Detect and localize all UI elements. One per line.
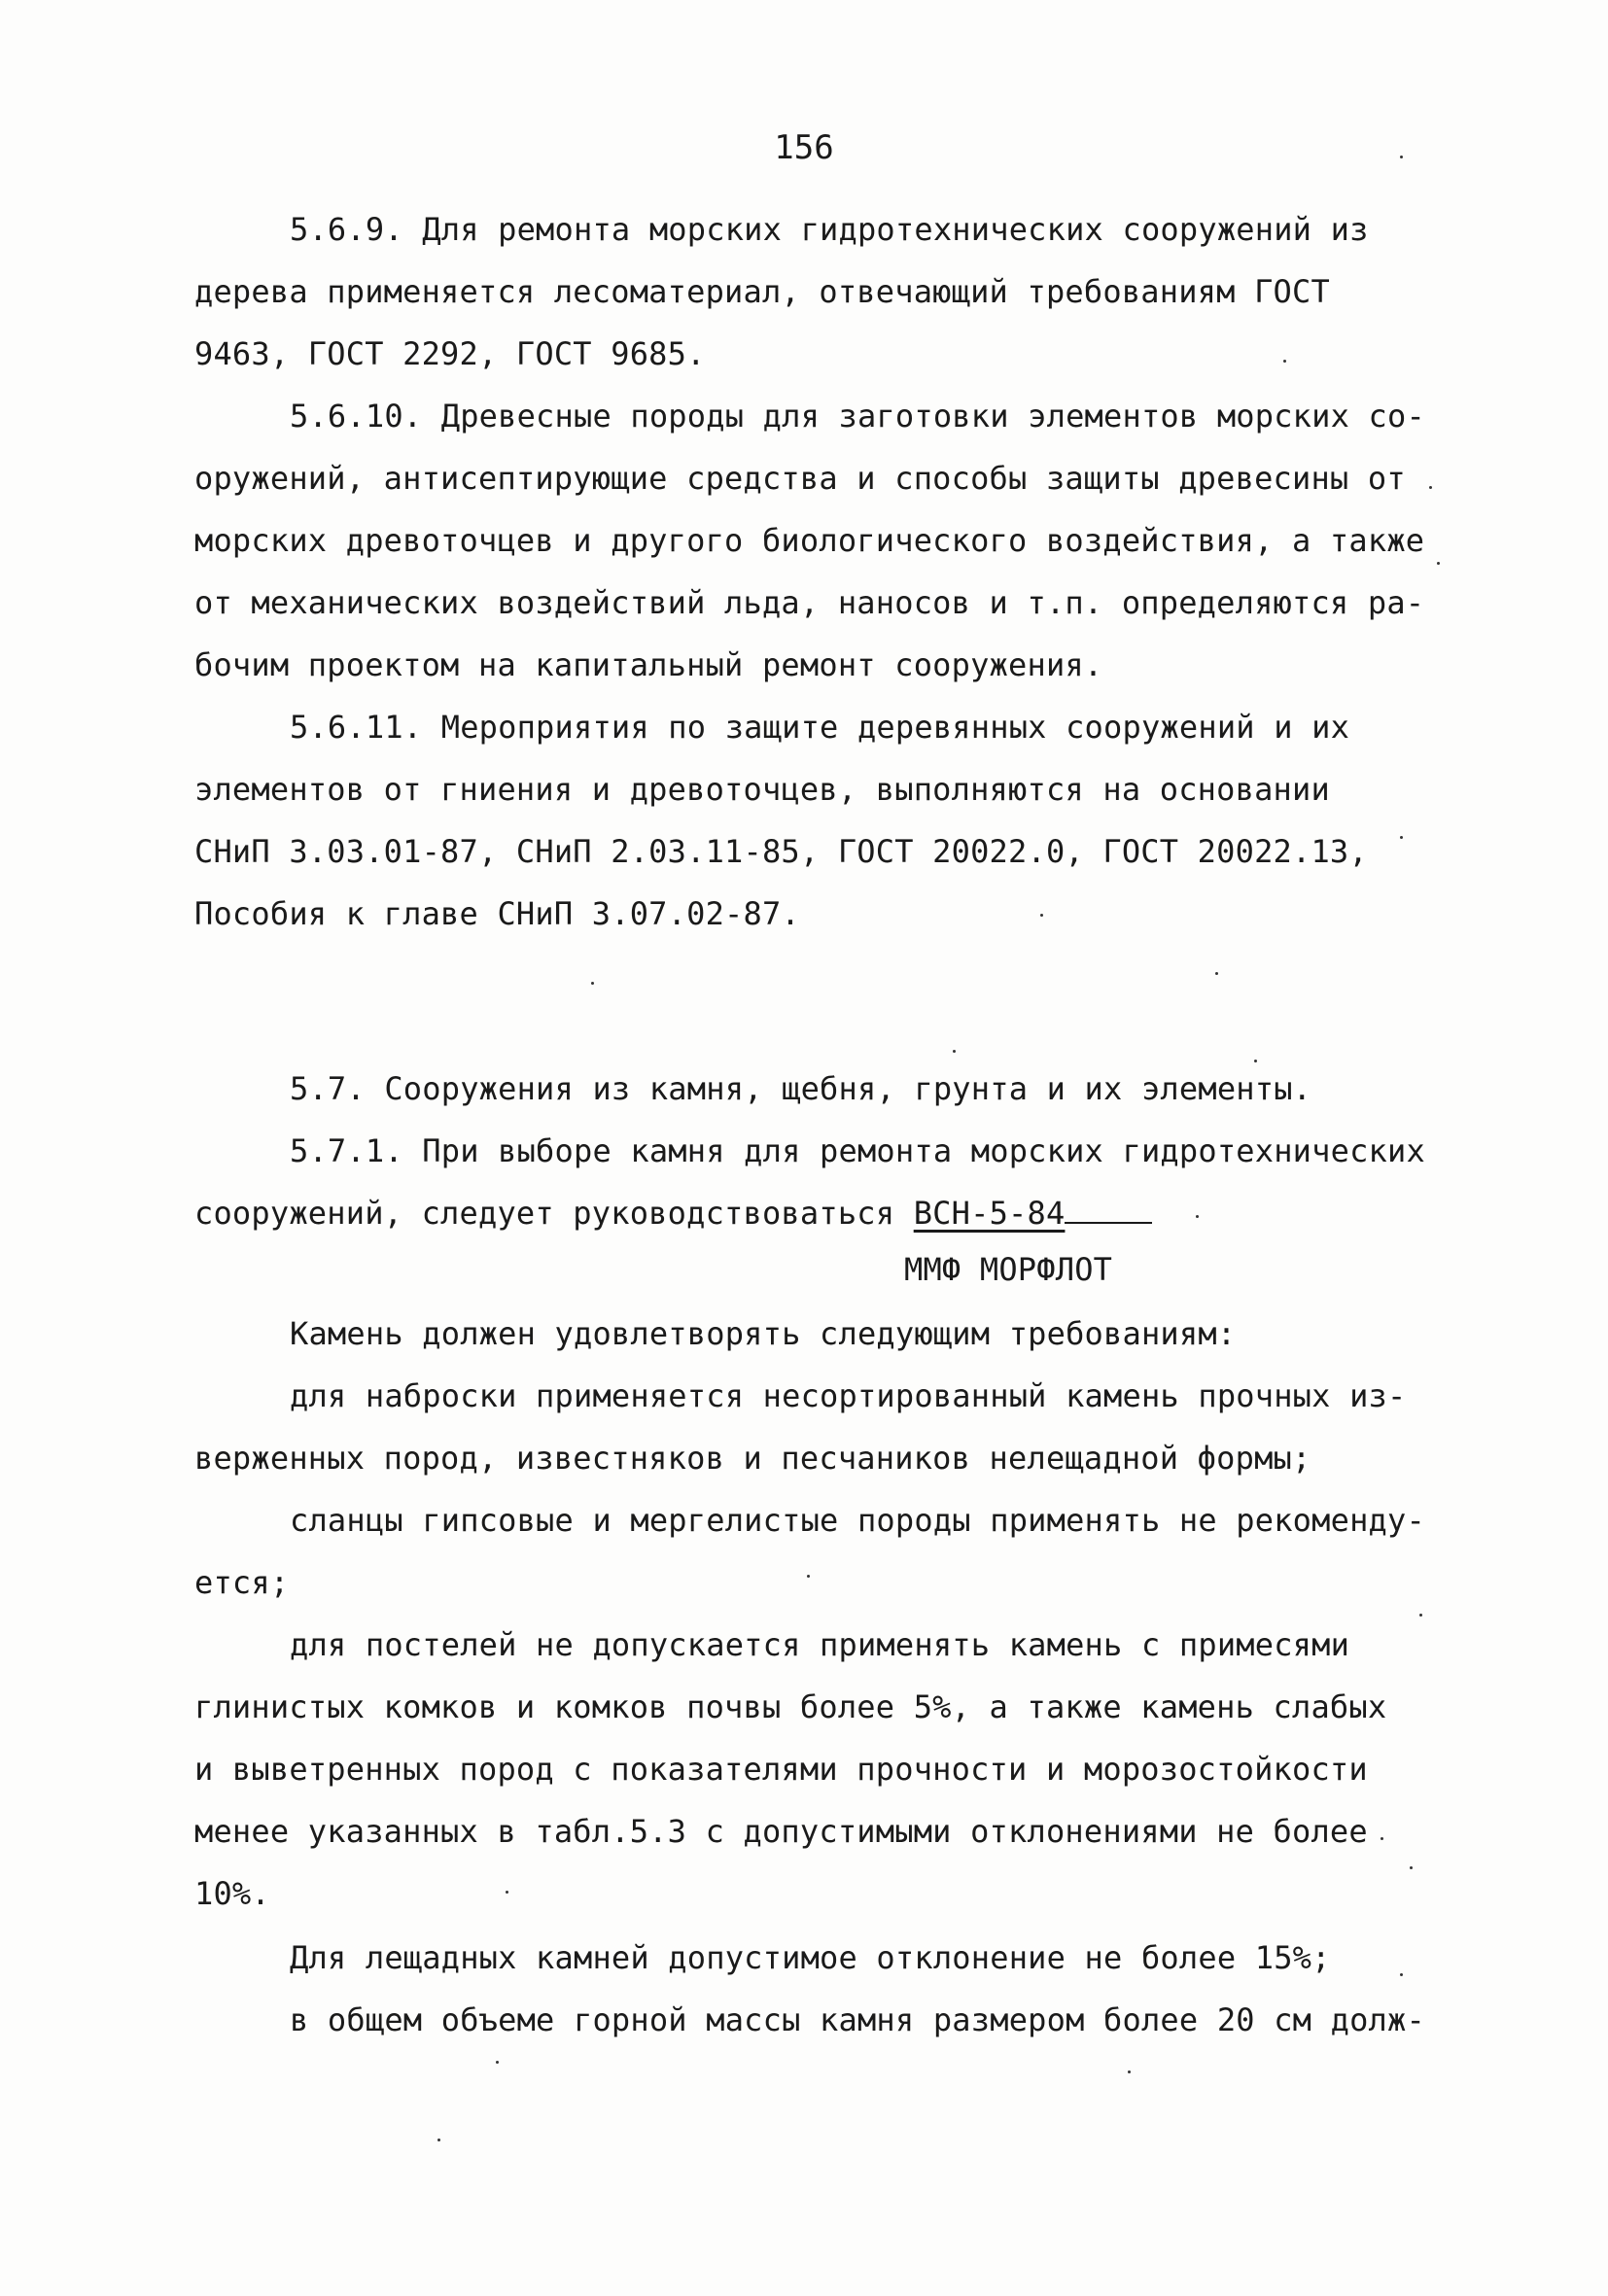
requirement-4: Для лещадных камней допустимое отклонение не более 15%; — [290, 1939, 1331, 1976]
underline-blank — [1065, 1193, 1152, 1224]
requirement-3-line-3: и выветренных пород с показателями прочности и морозостойкости — [194, 1751, 1368, 1788]
para-5-6-11-line-3: СНиП 3.03.01-87, СНиП 2.03.11-85, ГОСТ 20022.0, ГОСТ 20022.13, — [194, 833, 1368, 870]
requirement-2-line-1: сланцы гипсовые и мергелистые породы применять не рекоменду- — [290, 1502, 1425, 1539]
scan-speck — [1400, 836, 1403, 839]
para-5-6-9-line-3: 9463, ГОСТ 2292, ГОСТ 9685. — [194, 335, 706, 372]
scan-speck — [1128, 2070, 1131, 2073]
para-5-6-11-line-2: элементов от гниения и древоточцев, выполняются на основании — [194, 771, 1330, 808]
requirement-2-line-2: ется; — [194, 1564, 290, 1601]
para-5-7-1-line-1: 5.7.1. При выборе камня для ремонта морских гидротехнических — [290, 1132, 1425, 1169]
scan-speck — [807, 1575, 810, 1578]
scan-speck — [591, 982, 594, 985]
scan-speck — [1410, 1866, 1413, 1869]
requirement-1-line-2: верженных пород, известняков и песчаников нелещадной формы; — [194, 1440, 1311, 1477]
para-5-6-10-line-2: оружений, антисептирующие средства и способы защиты древесины от — [194, 460, 1406, 497]
para-5-6-9-line-1: 5.6.9. Для ремонта морских гидротехнических сооружений из — [290, 211, 1369, 248]
scan-speck — [1381, 1837, 1383, 1840]
scan-speck — [496, 2061, 499, 2064]
requirement-3-line-5: 10%. — [194, 1875, 270, 1912]
section-5-7-heading: 5.7. Сооружения из камня, щебня, грунта и их элементы. — [290, 1070, 1312, 1107]
scan-speck — [1254, 1060, 1257, 1062]
para-5-6-10-line-5: бочим проектом на капитальный ремонт сооружения. — [194, 646, 1103, 683]
scan-speck — [1419, 1614, 1422, 1617]
reference-vsn: ВСН-5-84 — [913, 1195, 1066, 1232]
scan-speck — [1400, 1973, 1403, 1976]
para-5-6-10-line-1: 5.6.10. Древесные породы для заготовки элементов морских со- — [290, 398, 1425, 435]
scan-speck — [506, 1891, 508, 1894]
scan-speck — [1283, 360, 1286, 363]
requirement-3-line-1: для постелей не допускается применять камень с примесями — [290, 1626, 1350, 1663]
requirements-intro: Камень должен удовлетворять следующим требованиям: — [290, 1315, 1237, 1352]
requirement-3-line-4: менее указанных в табл.5.3 с допустимыми отклонениями не более — [194, 1813, 1368, 1850]
scan-speck — [1040, 914, 1043, 917]
scan-speck — [1437, 562, 1440, 565]
scan-speck — [953, 1050, 956, 1053]
scan-speck — [437, 2139, 440, 2141]
para-5-6-11-line-1: 5.6.11. Мероприятия по защите деревянных сооружений и их — [290, 709, 1350, 746]
requirement-3-line-2: глинистых комков и комков почвы более 5%, а также камень слабых — [194, 1688, 1387, 1725]
para-5-6-10-line-3: морских древоточцев и другого биологического воздействия, а также — [194, 522, 1425, 559]
scan-speck — [1400, 156, 1403, 158]
scan-speck — [1196, 1215, 1199, 1218]
para-5-7-1-line-2-text: сооружений, следует руководствоваться — [194, 1195, 914, 1232]
requirement-5: в общем объеме горной массы камня размером более 20 см долж- — [290, 2001, 1425, 2038]
page-number: 156 — [774, 128, 834, 167]
para-5-6-9-line-2: дерева применяется лесоматериал, отвечающий требованиям ГОСТ — [194, 273, 1330, 310]
para-5-6-10-line-4: от механических воздействий льда, наносов и т.п. определяются ра- — [194, 584, 1425, 621]
requirement-1-line-1: для наброски применяется несортированный камень прочных из- — [290, 1377, 1407, 1414]
para-5-6-11-line-4: Пособия к главе СНиП 3.07.02-87. — [194, 895, 800, 932]
scan-speck — [1429, 486, 1432, 489]
scan-speck — [1215, 972, 1218, 975]
reference-organization: ММФ МОРФЛОТ — [904, 1251, 1113, 1288]
para-5-7-1-line-2 — [194, 1192, 1152, 1235]
